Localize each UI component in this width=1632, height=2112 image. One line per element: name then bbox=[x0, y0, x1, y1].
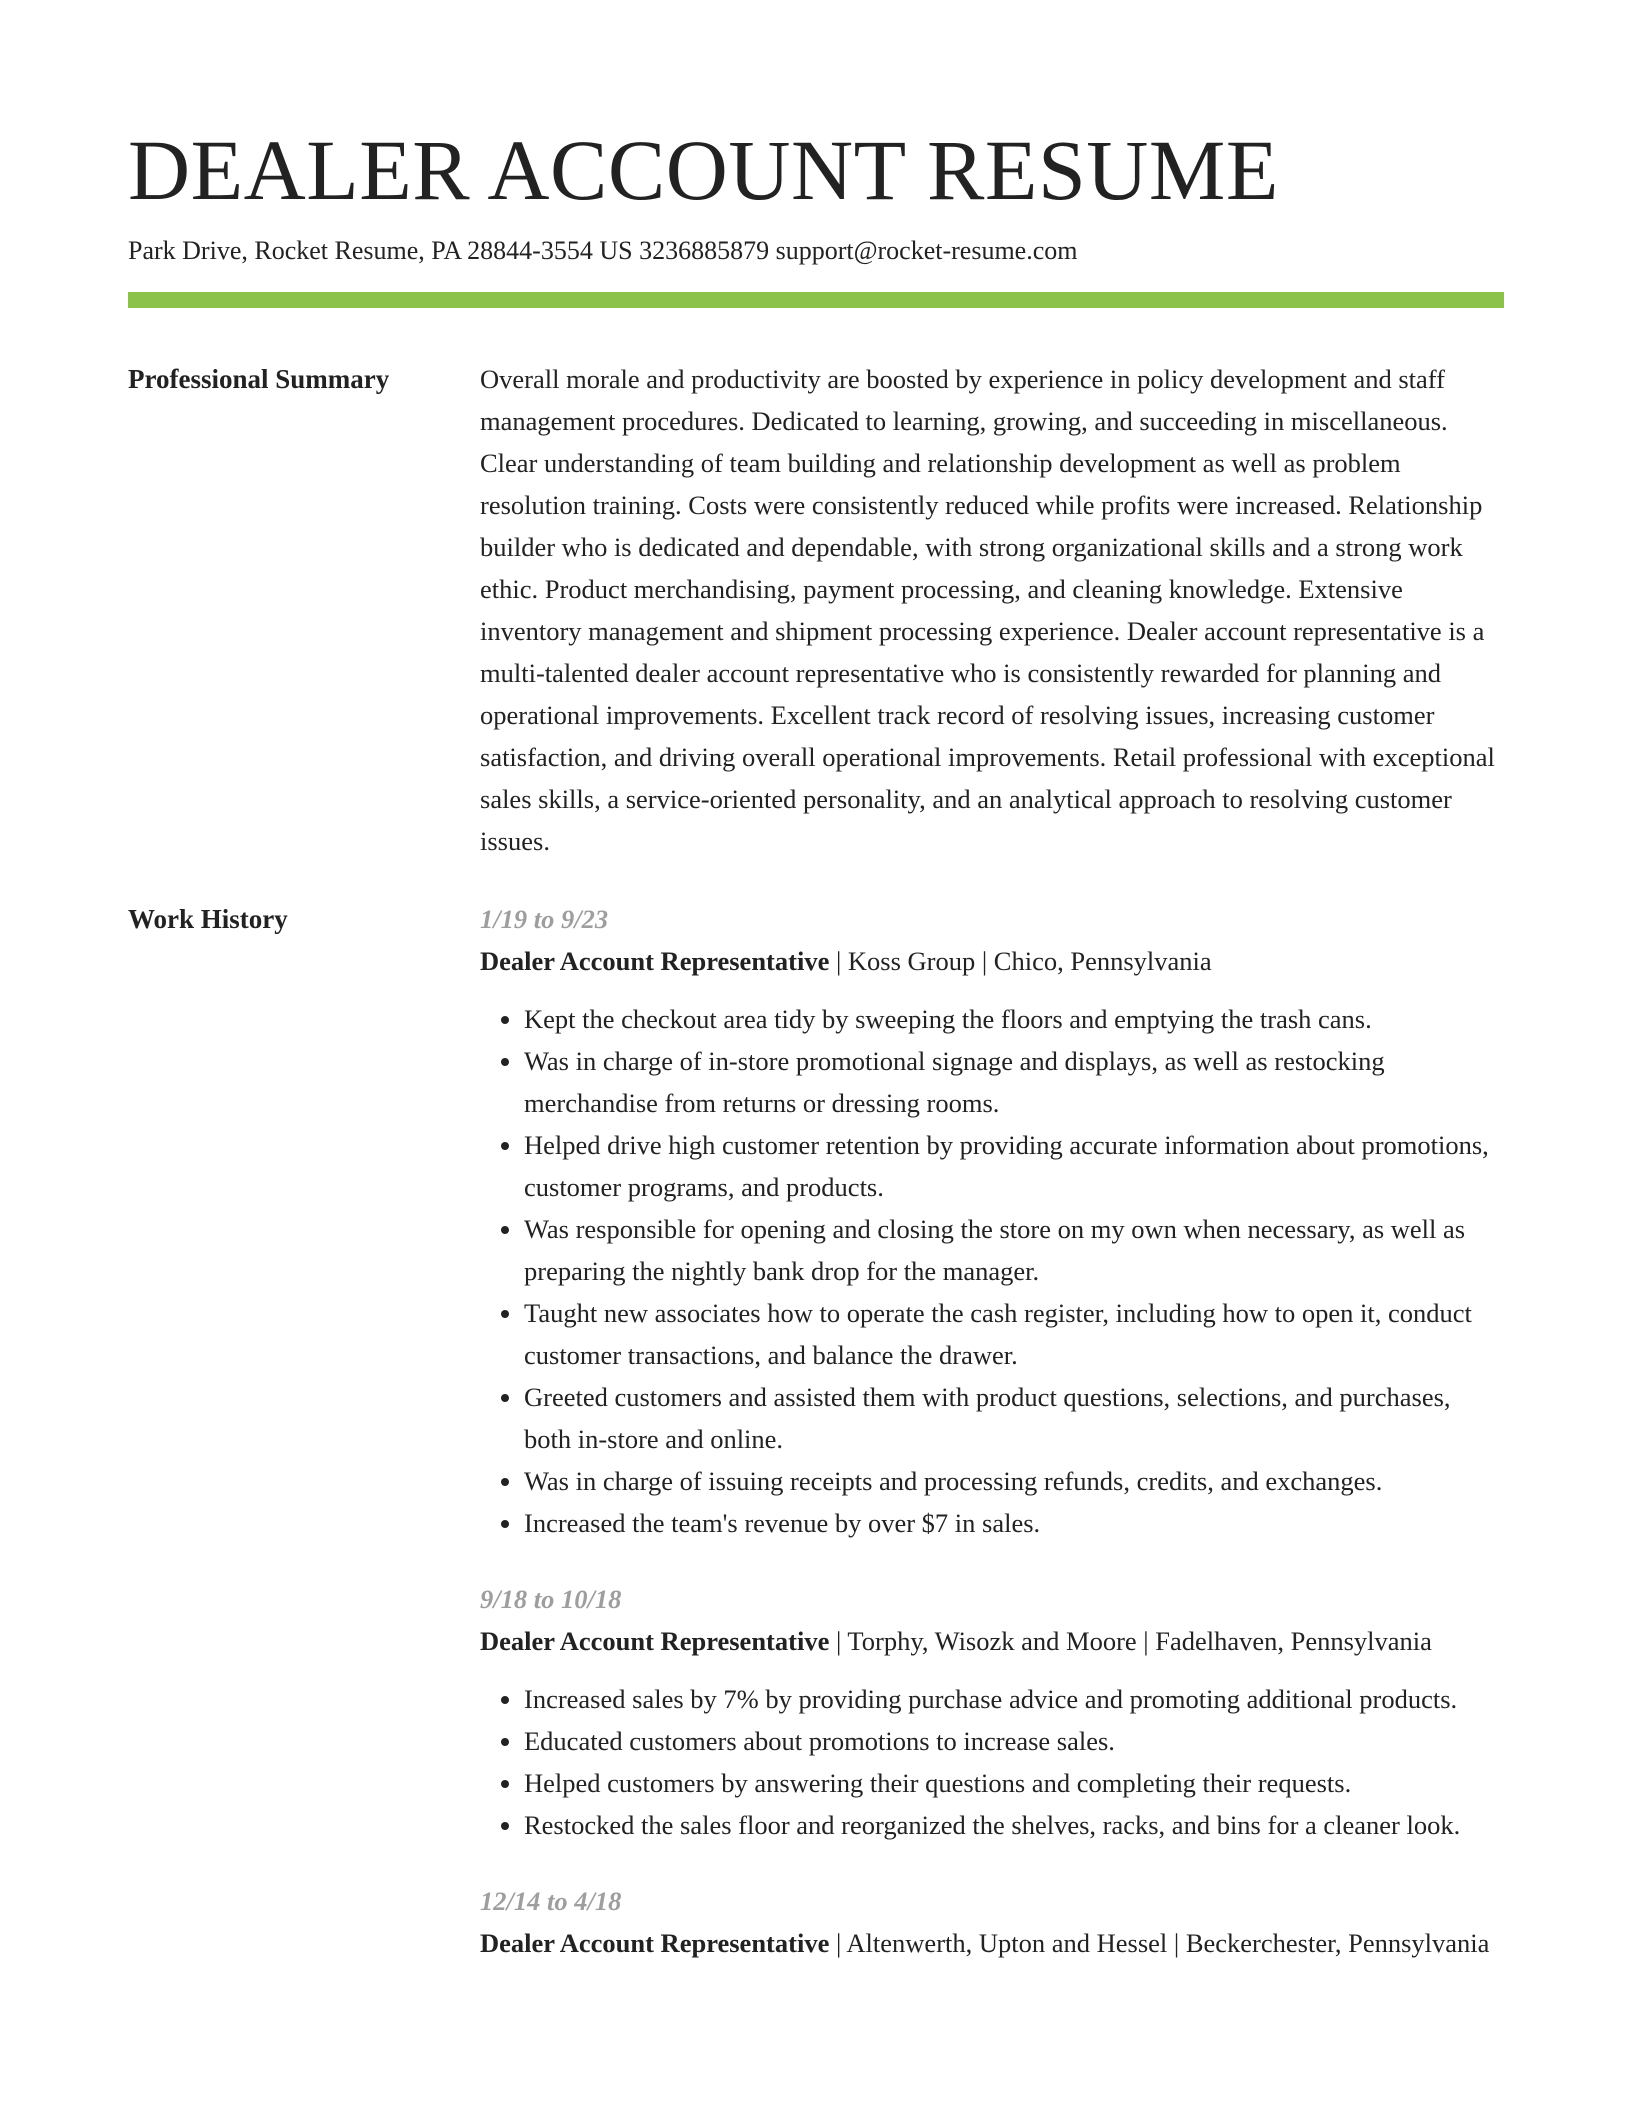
job-bullet-list bbox=[480, 1678, 1504, 1846]
job-title: Dealer Account Representative bbox=[480, 1928, 830, 1958]
job-bullet: • Helped drive high customer retention by providing accurate information about promotions, customer programs, and products. bbox=[524, 1124, 1504, 1208]
summary-text: Overall morale and productivity are boosted by experience in policy development and staff management procedures. Dedicated to learning, growing, and succeeding in miscellaneous. Clear understanding of team building and relationship development as well as problem resolution training. Costs were consistently reduced while profits were increased. Relationship builder who is dedicated and dependable, with strong organizational skills and a strong work ethic. Product merchandising, payment processing, and cleaning knowledge. Extensive inventory management and shipment processing experience. Dealer account representative is a multi-talented dealer account representative who is consistently rewarded for planning and operational improvements. Excellent track record of resolving issues, increasing customer satisfaction, and driving overall operational improvements. Retail professional with exceptional sales skills, a service-oriented personality, and an analytical approach to resolving customer issues. bbox=[480, 364, 1495, 856]
job-heading bbox=[480, 1922, 1504, 1964]
work-history-section bbox=[128, 898, 1504, 1998]
job-dates: 1/19 to 9/23 bbox=[480, 904, 609, 934]
section-label-work-history: Work History bbox=[128, 904, 288, 934]
job-bullet: • Increased the team's revenue by over $7 in sales. bbox=[524, 1502, 1504, 1544]
job-entry bbox=[480, 1880, 1504, 1964]
job-bullet: • Helped customers by answering their questions and completing their requests. bbox=[524, 1762, 1504, 1804]
job-bullet: • Taught new associates how to operate the cash register, including how to open it, conduct customer transactions, and balance the drawer. bbox=[524, 1292, 1504, 1376]
job-bullet: • Restocked the sales floor and reorganized the shelves, racks, and bins for a cleaner look. bbox=[524, 1804, 1504, 1846]
work-history-body bbox=[480, 898, 1504, 1998]
summary-body bbox=[480, 358, 1504, 862]
professional-summary-section bbox=[128, 358, 1504, 862]
job-dates: 9/18 to 10/18 bbox=[480, 1584, 622, 1614]
job-details: | Altenwerth, Upton and Hessel | Beckerchester, Pennsylvania bbox=[829, 1928, 1490, 1958]
job-bullet: • Was in charge of in-store promotional signage and displays, as well as restocking merchandise from returns or dressing rooms. bbox=[524, 1040, 1504, 1124]
resume-title: DEALER ACCOUNT RESUME bbox=[128, 122, 1279, 218]
job-entry bbox=[480, 898, 1504, 1544]
job-entry bbox=[480, 1578, 1504, 1846]
contact-line: Park Drive, Rocket Resume, PA 28844-3554 US 3236885879 support@rocket-resume.com bbox=[128, 236, 1078, 265]
job-bullet: • Greeted customers and assisted them with product questions, selections, and purchases, both in-store and online. bbox=[524, 1376, 1504, 1460]
job-heading bbox=[480, 940, 1504, 982]
job-details: | Torphy, Wisozk and Moore | Fadelhaven, Pennsylvania bbox=[829, 1626, 1432, 1656]
accent-divider bbox=[128, 292, 1504, 308]
job-details: | Koss Group | Chico, Pennsylvania bbox=[829, 946, 1212, 976]
job-dates: 12/14 to 4/18 bbox=[480, 1886, 622, 1916]
job-title: Dealer Account Representative bbox=[480, 1626, 830, 1656]
job-heading bbox=[480, 1620, 1504, 1662]
job-bullet: • Educated customers about promotions to increase sales. bbox=[524, 1720, 1504, 1762]
job-bullet-list bbox=[480, 998, 1504, 1544]
job-bullet: • Increased sales by 7% by providing purchase advice and promoting additional products. bbox=[524, 1678, 1504, 1720]
job-bullet: • Was in charge of issuing receipts and processing refunds, credits, and exchanges. bbox=[524, 1460, 1504, 1502]
job-bullet: • Was responsible for opening and closing the store on my own when necessary, as well as preparing the nightly bank drop for the manager. bbox=[524, 1208, 1504, 1292]
job-bullet: • Kept the checkout area tidy by sweeping the floors and emptying the trash cans. bbox=[524, 998, 1504, 1040]
job-title: Dealer Account Representative bbox=[480, 946, 830, 976]
section-label-summary: Professional Summary bbox=[128, 364, 390, 394]
